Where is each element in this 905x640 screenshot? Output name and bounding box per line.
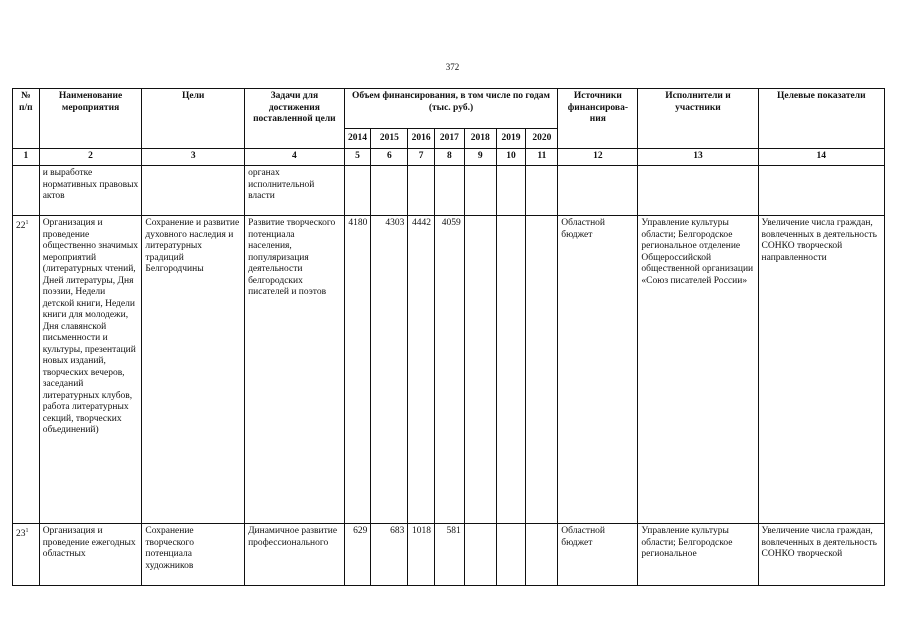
funding-source: Областной бюджет — [558, 524, 638, 586]
row-number: $23^1$ — [13, 524, 40, 586]
table-row — [13, 216, 885, 524]
funding-source — [558, 166, 638, 216]
header-number: № п/п — [13, 89, 40, 149]
header-goals: Цели — [142, 89, 245, 149]
header-executors: Исполнители и участники — [638, 89, 758, 149]
table-row — [13, 524, 885, 586]
funding-value — [464, 166, 496, 216]
column-number: 6 — [371, 149, 408, 166]
header-year: 2019 — [496, 129, 526, 149]
measure-goals: Сохранение творческого потенциала художников — [142, 524, 245, 586]
page-number: 372 — [445, 62, 460, 72]
funding-value — [344, 166, 371, 216]
funding-source: Областной бюджет — [558, 216, 638, 524]
funding-value: 629 — [344, 524, 371, 586]
column-number-row — [13, 149, 885, 166]
header-year: 2018 — [464, 129, 496, 149]
header-year: 2017 — [435, 129, 465, 149]
executors: Управление культуры области; Белгородское региональное — [638, 524, 758, 586]
column-number: 14 — [758, 149, 884, 166]
column-number: 9 — [464, 149, 496, 166]
measure-tasks: Динамичное развитие профессионального — [245, 524, 345, 586]
header-targets: Целевые показатели — [758, 89, 884, 149]
funding-value: 4303 — [371, 216, 408, 524]
measure-goals — [142, 166, 245, 216]
column-number: 10 — [496, 149, 526, 166]
target-indicators — [758, 166, 884, 216]
funding-value: 4059 — [435, 216, 465, 524]
measure-name: Организация и проведение общественно значимых мероприятий (литературных чтений, Дней литературы, Дня поэзии, Недели детской книги, Недели книги для молодежи, Дня славянской письменности и культуры, презентаций новых изданий, творческих вечеров, заседаний литературных клубов, работа литературных секций, творческих объединений) — [39, 216, 142, 524]
funding-value — [526, 524, 558, 586]
column-number: 12 — [558, 149, 638, 166]
executors: Управление культуры области; Белгородское региональное отделение Общероссийской общественной организации «Союз писателей России» — [638, 216, 758, 524]
header-tasks: Задачи для достижения поставленной цели — [245, 89, 345, 149]
column-number: 8 — [435, 149, 465, 166]
column-number: 2 — [39, 149, 142, 166]
funding-value — [496, 216, 526, 524]
funding-value: 4442 — [408, 216, 435, 524]
header-measure-name: Наименование мероприятия — [39, 89, 142, 149]
funding-value — [371, 166, 408, 216]
funding-value: 1018 — [408, 524, 435, 586]
column-number: 7 — [408, 149, 435, 166]
funding-value — [464, 216, 496, 524]
funding-value — [408, 166, 435, 216]
measure-name: и выработке нормативных правовых актов — [39, 166, 142, 216]
measure-name: Организация и проведение ежегодных областных — [39, 524, 142, 586]
column-number: 4 — [245, 149, 345, 166]
header-year: 2014 — [344, 129, 371, 149]
measure-tasks: органах исполнительной власти — [245, 166, 345, 216]
target-indicators: Увеличение числа граждан, вовлеченных в деятельность СОНКО творческой — [758, 524, 884, 586]
header-year: 2016 — [408, 129, 435, 149]
header-sources: Источники финансирова- ния — [558, 89, 638, 149]
column-number: 5 — [344, 149, 371, 166]
funding-value — [496, 166, 526, 216]
column-number: 11 — [526, 149, 558, 166]
funding-value: 683 — [371, 524, 408, 586]
measure-goals: Сохранение и развитие духовного наследия и литературных традиций Белгородчины — [142, 216, 245, 524]
measure-tasks: Развитие творческого потенциала населения, популяризация деятельности белгородских писателей и поэтов — [245, 216, 345, 524]
funding-value: 581 — [435, 524, 465, 586]
header-year: 2020 — [526, 129, 558, 149]
funding-value: 4180 — [344, 216, 371, 524]
funding-value — [526, 166, 558, 216]
funding-value — [464, 524, 496, 586]
column-number: 1 — [13, 149, 40, 166]
funding-value — [435, 166, 465, 216]
executors — [638, 166, 758, 216]
table-row — [13, 166, 885, 216]
row-number: $22^1$ — [13, 216, 40, 524]
column-number: 13 — [638, 149, 758, 166]
funding-value — [496, 524, 526, 586]
program-measures-table — [12, 88, 885, 586]
column-number: 3 — [142, 149, 245, 166]
row-number — [13, 166, 40, 216]
funding-value — [526, 216, 558, 524]
target-indicators: Увеличение числа граждан, вовлеченных в деятельность СОНКО творческой направленности — [758, 216, 884, 524]
header-funding: Объем финансирования, в том числе по годам (тыс. руб.) — [344, 89, 558, 129]
header-year: 2015 — [371, 129, 408, 149]
